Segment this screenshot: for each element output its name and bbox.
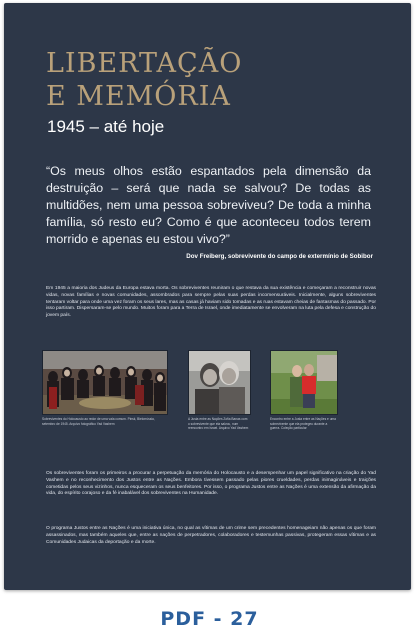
title-line-2: E MEMÓRIA xyxy=(46,81,231,112)
photo-caption: A Justa entre as Nações Zofia Banas com o sobrevivente que ela salvou, num reencontro em Israel. Arquivo Yad Vashem xyxy=(188,417,249,431)
quote-attribution: Dov Freiberg, sobrevivente do campo de extermínio de Sobibor xyxy=(186,253,373,260)
garden-embrace-photo xyxy=(270,350,338,415)
photo-caption: Encontro entre a Justa entre as Nações e uma sobrevivente que ela protegeu durante a guerra. Coleção particular xyxy=(270,417,336,431)
panel-subtitle: 1945 – até hoje xyxy=(47,117,165,136)
third-paragraph: O programa Justos entre as Nações é uma iniciativa única, no qual as vítimas de um crime sem precedentes homenageiam não apenas os que foram assassinados, mas também aqueles que, entre as nações de perpetradores, colaboradores e testemunhas passivas, protegeram essas vítimas e as Comunidades Judaicas da deportação e da morte. xyxy=(46,526,376,545)
panel-title xyxy=(46,47,242,113)
photo-caption: Sobreviventes do Holocausto ao redor de uma vala comum. Pinsk, Bielorrússia, setembro de 1945. Arquivo fotográfico Yad Vashem xyxy=(42,417,155,426)
intro-paragraph: Em 1945 a maioria dos Judeus da Europa estava morta. Os sobreviventes reuniram o que restava da sua existência e começaram a reconstruir novas vidas, novas famílias e novas comunidades, assombrados para sempre pelas suas perdas incomensuráveis. Inicialmente, alguns sobreviventes tentaram voltar para onde uma vez foram os seus lares, mas as casas já haviam sido tomadas e as ruas estavam cheias de fantasmas do passado. Por isso partiram. Dispersaram-se pelo mundo. Muitos foram para a Terra de Israel, onde imediatamente se envolveram na luta pela defesa e construção do jovem país. xyxy=(46,286,376,319)
survivor-quote: “Os meus olhos estão espantados pela dimensão da destruição – será que nada se salvou? De todas as multidões, nem uma pessoa sobreviveu? De toda a minha família, só resto eu? Como é que aconteceu todos terem morrido e apenas eu estou vivo?” xyxy=(46,164,371,246)
survivors-grave-photo xyxy=(42,350,168,415)
page-footer-label: PDF - 27 xyxy=(160,608,259,630)
title-line-1: LIBERTAÇÃO xyxy=(46,48,243,79)
second-paragraph: Os sobreviventes foram os primeiros a procurar a perpetuação da memória do Holocausto e a desempenhar um papel significativo na criação do Yad Vashem e no reconhecimento dos Justos entre as Nações. Embora tivessem passado pelas piores crueldades, perdas inimagináveis e traições cometidas pelos seus vizinhos, nunca esqueceram os seus benfeitores. Por isso, o programa Justos entre as Nações é uma extensão da afirmação da vida, do espírito corajoso e da fé inabalável dos sobreviventes na Humanidade. xyxy=(46,471,376,497)
exhibition-panel xyxy=(4,3,411,590)
elderly-couple-photo xyxy=(188,350,251,415)
